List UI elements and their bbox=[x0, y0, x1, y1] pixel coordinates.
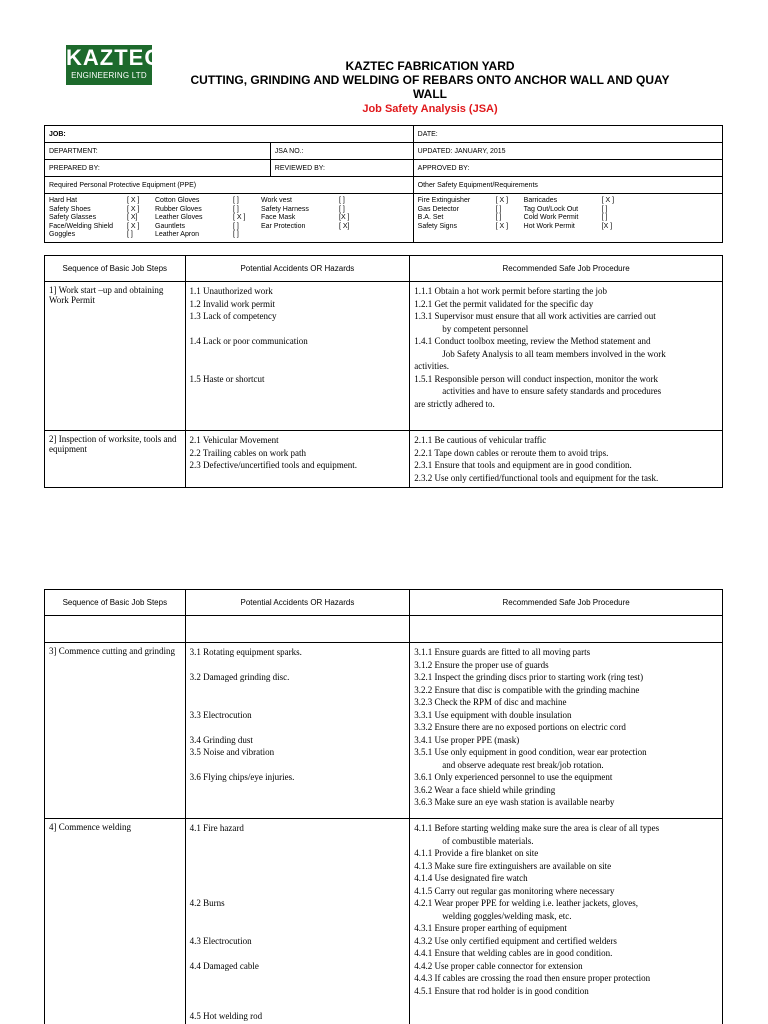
equipment-name: Leather Gloves bbox=[155, 214, 203, 221]
equipment-item bbox=[261, 197, 363, 206]
cell-line bbox=[190, 759, 406, 772]
cell-line: 4.4 Damaged cable bbox=[189, 960, 259, 971]
equipment-checkbox: [ ] bbox=[339, 197, 345, 204]
equipment-checkbox: [ X ] bbox=[233, 214, 246, 221]
cell-line: 4.5 Hot welding rod bbox=[189, 1010, 263, 1021]
cell-line: 3.1.1 Ensure guards are fitted to all moving parts bbox=[414, 647, 591, 657]
cell-line: 1.1.1 Obtain a hot work permit before starting the job bbox=[414, 286, 607, 296]
cell-line: 2.3.1 Ensure that tools and equipment are in good condition. bbox=[414, 460, 632, 470]
equipment-column bbox=[524, 197, 626, 231]
equipment-checkbox: [ X] bbox=[339, 222, 350, 230]
equipment-item bbox=[49, 206, 151, 215]
cell-line: 4.1.5 Carry out regular gas monitoring where necessary bbox=[414, 885, 615, 896]
equipment-checkbox: [ ] bbox=[233, 222, 239, 230]
cell-line: 4.3.1 Ensure proper earthing of equipment bbox=[414, 923, 567, 933]
cell-line bbox=[190, 835, 406, 848]
empty-row bbox=[45, 616, 723, 643]
col-header-procedure: Recommended Safe Job Procedure bbox=[410, 256, 723, 282]
procedure-cell bbox=[410, 819, 723, 1024]
equipment-name: Safety Harness bbox=[261, 205, 309, 213]
cell-line: of combustible materials. bbox=[442, 835, 534, 846]
col-header-hazards: Potential Accidents OR Hazards bbox=[185, 256, 410, 282]
hazard-cell bbox=[185, 819, 410, 1024]
cell-line: 3.6.2 Wear a face shield while grinding bbox=[414, 784, 556, 795]
equipment-item bbox=[49, 197, 151, 206]
cell-line: 4.4.1 Ensure that welding cables are in good condition. bbox=[414, 948, 613, 958]
cell-line: welding goggles/welding mask, etc. bbox=[442, 910, 572, 921]
equipment-name: Hard Hat bbox=[49, 197, 78, 204]
equipment-checkbox: [ ] bbox=[339, 205, 345, 213]
step-cell: 4] Commence welding bbox=[45, 819, 186, 1024]
logo-brand: KAZTEC bbox=[66, 45, 162, 70]
equipment-item bbox=[418, 197, 520, 206]
equipment-name: Ear Protection bbox=[261, 222, 306, 230]
cell-line: 4.2.1 Wear proper PPE for welding i.e. leather jackets, gloves, bbox=[414, 898, 639, 908]
equipment-checkbox: [ ] bbox=[127, 231, 133, 238]
col-header-steps: Sequence of Basic Job Steps bbox=[45, 590, 186, 616]
table-row bbox=[45, 282, 723, 431]
equipment-checkbox: [ ] bbox=[495, 205, 502, 213]
equipment-checkbox: [ ] bbox=[233, 205, 239, 213]
cell-line bbox=[190, 997, 406, 1010]
equipment-name: Gas Detector bbox=[417, 205, 459, 213]
cell-line: activities. bbox=[414, 361, 450, 371]
equipment-item bbox=[49, 214, 151, 223]
cell-line: 3.5 Noise and vibration bbox=[189, 747, 275, 757]
cell-line: 4.5.1 Ensure that rod holder is in good condition bbox=[414, 985, 589, 996]
hazard-cell bbox=[185, 643, 410, 819]
cell-line: 3.2.1 Inspect the grinding discs prior to starting work (ring test) bbox=[414, 672, 644, 682]
equipment-column bbox=[261, 197, 363, 240]
equipment-item bbox=[155, 231, 257, 240]
ppe-list bbox=[45, 194, 414, 243]
equipment-name: Safety Shoes bbox=[49, 205, 91, 213]
equipment-name: Face/Welding Shield bbox=[49, 222, 114, 230]
cell-line: 1.2.1 Get the permit validated for the specific day bbox=[414, 298, 594, 309]
procedure-cell bbox=[410, 282, 723, 431]
cell-line: 1.2 Invalid work permit bbox=[189, 298, 275, 309]
equipment-name: Safety Signs bbox=[417, 222, 457, 230]
logo-subtitle: ENGINEERING LTD bbox=[71, 71, 147, 80]
equipment-name: Work vest bbox=[261, 197, 292, 204]
cell-line: 2.2.1 Tape down cables or reroute them to avoid trips. bbox=[414, 447, 609, 458]
cell-line: 4.2 Burns bbox=[189, 898, 225, 908]
step-cell: 1] Work start –up and obtaining Work Permit bbox=[45, 282, 186, 431]
cell-line bbox=[190, 348, 406, 361]
equipment-checkbox: [ X ] bbox=[127, 197, 140, 204]
cell-line bbox=[190, 696, 406, 709]
cell-line: 2.3 Defective/uncertified tools and equipment. bbox=[189, 460, 357, 470]
table-row bbox=[45, 819, 723, 1024]
cell-line: 3.4.1 Use proper PPE (mask) bbox=[414, 734, 520, 745]
company-logo bbox=[66, 45, 162, 85]
jsa-table-1 bbox=[44, 255, 723, 488]
cell-line bbox=[190, 947, 406, 960]
cell-line: 1.5.1 Responsible person will conduct inspection, monitor the work bbox=[414, 373, 658, 384]
cell-line: 3.2 Damaged grinding disc. bbox=[189, 672, 290, 682]
cell-line: 3.1 Rotating equipment sparks. bbox=[189, 647, 302, 657]
equipment-item bbox=[524, 214, 626, 223]
cell-line: 4.3 Electrocution bbox=[189, 935, 252, 946]
table-row bbox=[45, 643, 723, 819]
cell-line: 3.4 Grinding dust bbox=[189, 734, 253, 745]
cell-line: 4.1.1 Before starting welding make sure the area is clear of all types bbox=[414, 823, 660, 833]
equipment-item bbox=[155, 197, 257, 206]
cell-line bbox=[190, 684, 406, 697]
job-info-table bbox=[44, 125, 723, 243]
cell-line bbox=[190, 910, 406, 923]
cell-line bbox=[190, 360, 406, 373]
cell-line: 1.3 Lack of competency bbox=[189, 311, 277, 321]
cell-line bbox=[190, 885, 406, 898]
title-line-2: CUTTING, GRINDING AND WELDING OF REBARS ONTO ANCHOR WALL AND QUAY bbox=[190, 73, 670, 87]
equipment-name: Leather Apron bbox=[155, 231, 199, 238]
cell-line bbox=[190, 847, 406, 860]
equipment-item bbox=[261, 223, 363, 232]
cell-line: 3.2.2 Ensure that disc is compatible with the grinding machine bbox=[414, 684, 640, 695]
procedure-cell bbox=[410, 643, 723, 819]
cell-line: 3.6.1 Only experienced personnel to use the equipment bbox=[414, 772, 613, 782]
cell-line: by competent personnel bbox=[442, 323, 529, 334]
cell-line: and observe adequate rest break/job rotation. bbox=[442, 759, 604, 770]
cell-line: 1.1 Unauthorized work bbox=[189, 286, 273, 296]
equipment-column bbox=[155, 197, 257, 240]
equipment-item bbox=[155, 214, 257, 223]
cell-line: 3.6 Flying chips/eye injuries. bbox=[189, 772, 295, 782]
cell-line: 4.1 Fire hazard bbox=[189, 823, 244, 833]
equipment-item bbox=[155, 223, 257, 232]
cell-line: Job Safety Analysis to all team members involved in the work bbox=[442, 348, 666, 359]
equipment-item bbox=[418, 206, 520, 215]
table-row bbox=[45, 431, 723, 488]
equipment-checkbox: [ ] bbox=[233, 231, 239, 238]
equipment-name: Gauntlets bbox=[155, 222, 185, 230]
equipment-name: Safety Glasses bbox=[49, 214, 97, 221]
col-header-steps: Sequence of Basic Job Steps bbox=[45, 256, 186, 282]
equipment-checkbox: [ ] bbox=[601, 214, 608, 221]
equipment-name: Hot Work Permit bbox=[523, 222, 575, 230]
cell-line: activities and have to ensure safety standards and procedures bbox=[442, 386, 662, 396]
prepared-by-field: PREPARED BY: bbox=[45, 160, 271, 177]
equipment-checkbox: [X ] bbox=[601, 222, 613, 230]
equipment-checkbox: [ X] bbox=[127, 214, 138, 221]
cell-line bbox=[190, 922, 406, 935]
equipment-name: Tag Out/Lock Out bbox=[523, 205, 579, 213]
equipment-item bbox=[49, 231, 151, 240]
equipment-item bbox=[261, 206, 363, 215]
equipment-name: Cold Work Permit bbox=[523, 214, 579, 221]
jsa-subtitle: Job Safety Analysis (JSA) bbox=[362, 103, 498, 115]
document-title bbox=[170, 59, 690, 116]
cell-line: 3.3.1 Use equipment with double insulation bbox=[414, 709, 572, 720]
col-header-hazards: Potential Accidents OR Hazards bbox=[185, 590, 410, 616]
other-equipment-heading: Other Safety Equipment/Requirements bbox=[413, 177, 722, 194]
equipment-name: Goggles bbox=[49, 231, 76, 238]
cell-line: 3.1.2 Ensure the proper use of guards bbox=[414, 659, 549, 670]
equipment-name: Barricades bbox=[523, 197, 558, 204]
jsa-table-2 bbox=[44, 589, 723, 1024]
cell-line bbox=[190, 985, 406, 998]
cell-line: 4.4.3 If cables are crossing the road then ensure proper protection bbox=[414, 973, 651, 983]
cell-line bbox=[190, 659, 406, 672]
col-header-procedure: Recommended Safe Job Procedure bbox=[410, 590, 723, 616]
equipment-item bbox=[261, 214, 363, 223]
cell-line bbox=[190, 323, 406, 336]
step-cell: 2] Inspection of worksite, tools and equipment bbox=[45, 431, 186, 488]
equipment-name: B.A. Set bbox=[417, 214, 444, 221]
equipment-checkbox: [ X ] bbox=[127, 222, 140, 230]
title-line-1: KAZTEC FABRICATION YARD bbox=[345, 59, 515, 73]
reviewed-by-field: REVIEWED BY: bbox=[270, 160, 413, 177]
equipment-checkbox: [X ] bbox=[339, 214, 350, 221]
equipment-checkbox: [ X ] bbox=[495, 197, 509, 204]
cell-line: 4.3.2 Use only certified equipment and certified welders bbox=[414, 935, 617, 946]
cell-line: 2.2 Trailing cables on work path bbox=[189, 447, 307, 458]
hazard-cell bbox=[185, 282, 410, 431]
updated-field: UPDATED: JANUARY, 2015 bbox=[413, 143, 722, 160]
approved-by-field: APPROVED BY: bbox=[413, 160, 722, 177]
equipment-item bbox=[524, 197, 626, 206]
cell-line: 1.5 Haste or shortcut bbox=[189, 373, 265, 384]
cell-line bbox=[190, 860, 406, 873]
cell-line: 3.2.3 Check the RPM of disc and machine bbox=[414, 697, 567, 707]
equipment-item bbox=[418, 214, 520, 223]
department-field: DEPARTMENT: bbox=[45, 143, 271, 160]
cell-line: 1.3.1 Supervisor must ensure that all work activities are carried out bbox=[414, 311, 656, 321]
equipment-name: Fire Extinguisher bbox=[417, 197, 471, 204]
cell-line: 4.4.2 Use proper cable connector for extension bbox=[414, 960, 583, 971]
job-field: JOB: bbox=[45, 126, 414, 143]
cell-line: 4.1.4 Use designated fire watch bbox=[414, 873, 528, 883]
equipment-checkbox: [ ] bbox=[495, 214, 502, 221]
hazard-cell bbox=[185, 431, 410, 488]
equipment-item bbox=[418, 223, 520, 232]
cell-line: 3.3 Electrocution bbox=[189, 709, 252, 720]
equipment-checkbox: [ ] bbox=[233, 197, 239, 204]
cell-line: 3.6.3 Make sure an eye wash station is available nearby bbox=[414, 797, 615, 807]
date-field: DATE: bbox=[413, 126, 722, 143]
other-equipment-list bbox=[413, 194, 722, 243]
equipment-item bbox=[155, 206, 257, 215]
cell-line: 1.4.1 Conduct toolbox meeting, review the Method statement and bbox=[414, 336, 651, 346]
jsa-no-field: JSA NO.: bbox=[270, 143, 413, 160]
cell-line: are strictly adhered to. bbox=[414, 398, 495, 409]
cell-line: 2.1.1 Be cautious of vehicular traffic bbox=[414, 435, 547, 445]
cell-line: 4.1.3 Make sure fire extinguishers are available on site bbox=[414, 860, 612, 871]
ppe-heading: Required Personal Protective Equipment (PPE) bbox=[45, 177, 414, 194]
cell-line: 4.1.1 Provide a fire blanket on site bbox=[414, 848, 539, 858]
cell-line: 3.5.1 Use only equipment in good condition, wear ear protection bbox=[414, 747, 647, 757]
equipment-checkbox: [ X ] bbox=[601, 197, 615, 204]
step-cell: 3] Commence cutting and grinding bbox=[45, 643, 186, 819]
cell-line: 2.1 Vehicular Movement bbox=[189, 435, 279, 445]
equipment-checkbox: [ X ] bbox=[495, 222, 509, 230]
equipment-item bbox=[49, 223, 151, 232]
cell-line: 1.4 Lack or poor communication bbox=[189, 336, 308, 346]
cell-line: 3.3.2 Ensure there are no exposed portions on electric cord bbox=[414, 722, 626, 732]
cell-line bbox=[190, 872, 406, 885]
equipment-name: Rubber Gloves bbox=[155, 205, 202, 213]
title-line-3: WALL bbox=[413, 87, 447, 101]
cell-line bbox=[190, 972, 406, 985]
equipment-column bbox=[418, 197, 520, 231]
equipment-column bbox=[49, 197, 151, 240]
equipment-item bbox=[524, 206, 626, 215]
equipment-item bbox=[524, 223, 626, 232]
procedure-cell bbox=[410, 431, 723, 488]
equipment-name: Face Mask bbox=[261, 214, 296, 221]
equipment-name: Cotton Gloves bbox=[155, 197, 200, 204]
cell-line bbox=[190, 721, 406, 734]
equipment-checkbox: [ ] bbox=[601, 205, 608, 213]
equipment-checkbox: [ X ] bbox=[127, 205, 140, 213]
cell-line: 2.3.2 Use only certified/functional tools and equipment for the task. bbox=[414, 472, 659, 483]
